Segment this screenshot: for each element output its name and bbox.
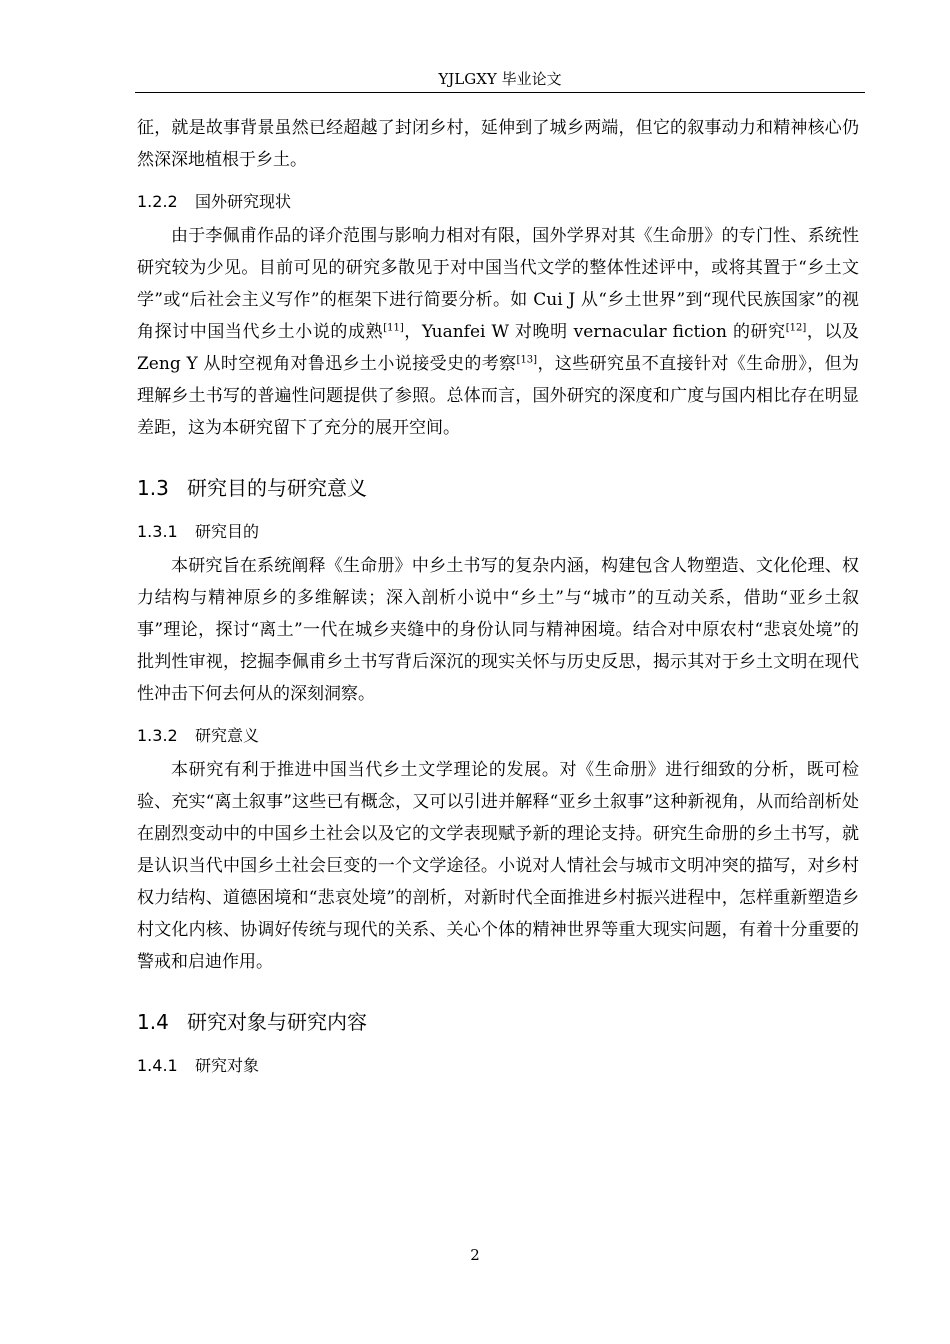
section-title: 研究目的与研究意义 bbox=[187, 476, 367, 500]
subsection-heading-1-4-1 bbox=[137, 1054, 859, 1078]
subsection-heading-1-3-2 bbox=[137, 724, 859, 748]
section-title: 研究意义 bbox=[195, 726, 260, 745]
section-heading-1-4 bbox=[137, 1008, 859, 1036]
paragraph-research-purpose: 本研究旨在系统阐释《生命册》中乡土书写的复杂内涵，构建包含人物塑造、文化伦理、权力结构与精神原乡的多维解读；深入剖析小说中“乡土”与“城市”的互动关系，借助“亚乡土叙事”理论，探讨“离土”一代在城乡夹缝中的身份认同与精神困境。结合对中原农村“悲哀处境”的批判性审视，挖掘李佩甫乡土书写背后深沉的现实关怀与历史反思，揭示其对于乡土文明在现代性冲击下何去何从的深刻洞察。 bbox=[137, 556, 859, 704]
header-rule bbox=[135, 92, 865, 93]
subsection-heading-1-3-1 bbox=[137, 520, 859, 544]
paragraph-foreign-research bbox=[137, 220, 859, 444]
section-title: 国外研究现状 bbox=[195, 192, 292, 211]
text-run: ，这些研究虽不直接针对《生命册》，但为理解乡土书写的普遍性问题提供了参照。总体而言，国外研究的深度和广度与国内相比存在明显差距，这为本研究留下了充分的展开空间。 bbox=[137, 354, 859, 438]
paragraph-continued: 征，就是故事背景虽然已经超越了封闭乡村，延伸到了城乡两端，但它的叙事动力和精神核心仍然深深地植根于乡土。 bbox=[137, 118, 859, 170]
page-body bbox=[137, 112, 859, 1078]
citation-ref: [11] bbox=[383, 322, 404, 334]
section-title: 研究目的 bbox=[195, 522, 260, 541]
citation-ref: [13] bbox=[516, 354, 538, 366]
text-run: ，以及 Zeng Y 从时空视角对鲁迅乡土小说接受史的考察 bbox=[137, 322, 860, 374]
running-header: YJLGXY 毕业论文 bbox=[438, 70, 562, 88]
section-title: 研究对象 bbox=[195, 1056, 260, 1075]
section-number: 1.4 bbox=[137, 1010, 169, 1034]
paragraph-research-significance: 本研究有利于推进中国当代乡土文学理论的发展。对《生命册》进行细致的分析，既可检验、充实“离土叙事”这些已有概念，又可以引进并解释“亚乡土叙事”这种新视角，从而给剖析处在剧烈变动中的中国乡土社会以及它的文学表现赋予新的理论支持。研究生命册的乡土书写，就是认识当代中国乡土社会巨变的一个文学途径。小说对人情社会与城市文明冲突的描写，对乡村权力结构、道德困境和“悲哀处境”的剖析，对新时代全面推进乡村振兴进程中，怎样重新塑造乡村文化内核、协调好传统与现代的关系、关心个体的精神世界等重大现实问题，有着十分重要的警戒和启迪作用。 bbox=[137, 760, 859, 972]
text-run: ，Yuanfei W 对晚明 vernacular fiction 的研究 bbox=[403, 322, 786, 342]
section-number: 1.3.2 bbox=[137, 726, 178, 745]
section-number: 1.2.2 bbox=[137, 192, 178, 211]
section-number: 1.3 bbox=[137, 476, 169, 500]
section-number: 1.4.1 bbox=[137, 1056, 178, 1075]
page-number: 2 bbox=[470, 1246, 480, 1264]
citation-ref: [12] bbox=[785, 322, 807, 334]
section-heading-1-3 bbox=[137, 474, 859, 502]
text-run: 由于李佩甫作品的译介范围与影响力相对有限，国外学界对其《生命册》的专门性、系统性研究较为少见。目前可见的研究多散见于对中国当代文学的整体性述评中，或将其置于“乡土文学”或“后社会主义写作”的框架下进行简要分析。如 Cui J 从“乡土世界”到“现代民族国家”的视角探讨中国当代乡土小说的成熟 bbox=[137, 226, 859, 342]
section-number: 1.3.1 bbox=[137, 522, 178, 541]
section-title: 研究对象与研究内容 bbox=[187, 1010, 367, 1034]
subsection-heading-1-2-2 bbox=[137, 190, 859, 214]
